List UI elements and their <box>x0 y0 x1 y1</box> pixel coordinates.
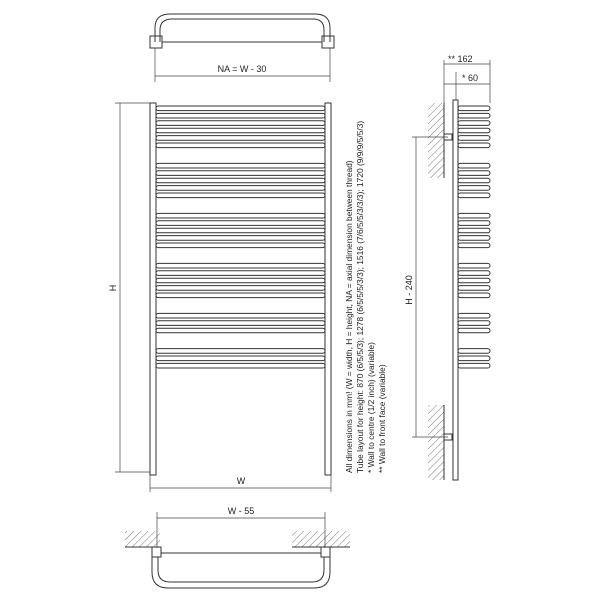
note-2: Tube layout for height: 870 (6/5/5/3); 1278 (6/5/5/5/3/3); 1516 (7/6/5/5/3/3/3); 1720 (9/9/9/5/5/3) <box>355 120 365 473</box>
side-tube <box>458 263 490 268</box>
front-tube <box>156 186 325 191</box>
side-tube <box>458 221 490 226</box>
side-tube <box>458 136 490 141</box>
h240-label: H - 240 <box>404 275 414 305</box>
w-label: W <box>236 476 246 486</box>
side-tube <box>458 121 490 126</box>
front-tube <box>156 106 325 111</box>
side-tube <box>458 178 490 183</box>
w55-label: W - 55 <box>227 506 255 516</box>
note-1: All dimensions in mm! (W = width, H = height, NA = axial dimension between thread) <box>344 160 354 473</box>
side-tube <box>458 278 490 283</box>
d162-label: ** 162 <box>448 54 473 64</box>
bottom-left-connector <box>152 547 161 557</box>
front-tube <box>156 278 325 283</box>
side-tube <box>458 128 490 133</box>
side-tube <box>458 171 490 176</box>
front-tube <box>156 136 325 141</box>
side-column <box>453 100 458 480</box>
front-tube <box>156 113 325 118</box>
front-tube <box>156 243 325 248</box>
front-tube <box>156 236 325 241</box>
wall-hatch-bottom <box>428 405 444 480</box>
side-tube <box>458 356 490 361</box>
front-tube <box>156 163 325 168</box>
front-view <box>108 103 331 492</box>
h-label: H <box>108 284 118 292</box>
side-tube <box>458 271 490 276</box>
side-tube <box>458 193 490 198</box>
side-tubes <box>458 106 490 368</box>
front-tube <box>156 321 325 326</box>
top-view-rail-outer <box>155 14 330 42</box>
front-tube <box>156 193 325 198</box>
note-3: * Wall to centre (1/2 inch) (variable) <box>366 342 376 473</box>
side-tube <box>458 328 490 333</box>
front-tube <box>156 121 325 126</box>
bottom-right-connector <box>321 547 330 557</box>
top-view <box>150 14 334 82</box>
front-tube <box>156 363 325 368</box>
side-view <box>404 54 490 480</box>
wall-hatch-top <box>428 103 444 178</box>
wall-hatch-right <box>292 531 350 547</box>
side-tube <box>458 349 490 354</box>
side-tube <box>458 293 490 298</box>
side-tube <box>458 213 490 218</box>
side-tube <box>458 321 490 326</box>
side-tube <box>458 286 490 291</box>
side-tube <box>458 236 490 241</box>
notes-block <box>344 121 387 473</box>
front-left-column <box>150 103 156 475</box>
side-tube <box>458 228 490 233</box>
front-tube <box>156 271 325 276</box>
front-tube <box>156 328 325 333</box>
front-tube <box>156 356 325 361</box>
na-label: NA = W - 30 <box>217 64 267 74</box>
front-tube <box>156 213 325 218</box>
front-tube <box>156 313 325 318</box>
wall-hatch-left <box>125 531 160 547</box>
front-tube <box>156 171 325 176</box>
side-tube <box>458 106 490 111</box>
front-tube <box>156 228 325 233</box>
front-tube <box>156 263 325 268</box>
bottom-view-rail-outer <box>152 557 330 588</box>
side-tube <box>458 186 490 191</box>
front-tube <box>156 349 325 354</box>
front-tube <box>156 178 325 183</box>
bottom-view <box>125 506 350 588</box>
side-tube <box>458 243 490 248</box>
front-tube <box>156 128 325 133</box>
d60-label: * 60 <box>462 73 479 83</box>
side-tube <box>458 113 490 118</box>
front-tube <box>156 143 325 148</box>
front-tube <box>156 286 325 291</box>
side-tube <box>458 363 490 368</box>
side-tube <box>458 163 490 168</box>
top-view-rail-inner <box>160 19 324 42</box>
front-tube <box>156 293 325 298</box>
note-4: ** Wall to front face (variable) <box>377 364 387 473</box>
front-tube <box>156 221 325 226</box>
front-tubes <box>156 106 325 368</box>
side-tube <box>458 143 490 148</box>
side-tube <box>458 313 490 318</box>
bottom-view-rail-inner <box>158 557 324 582</box>
front-right-column <box>325 103 331 475</box>
